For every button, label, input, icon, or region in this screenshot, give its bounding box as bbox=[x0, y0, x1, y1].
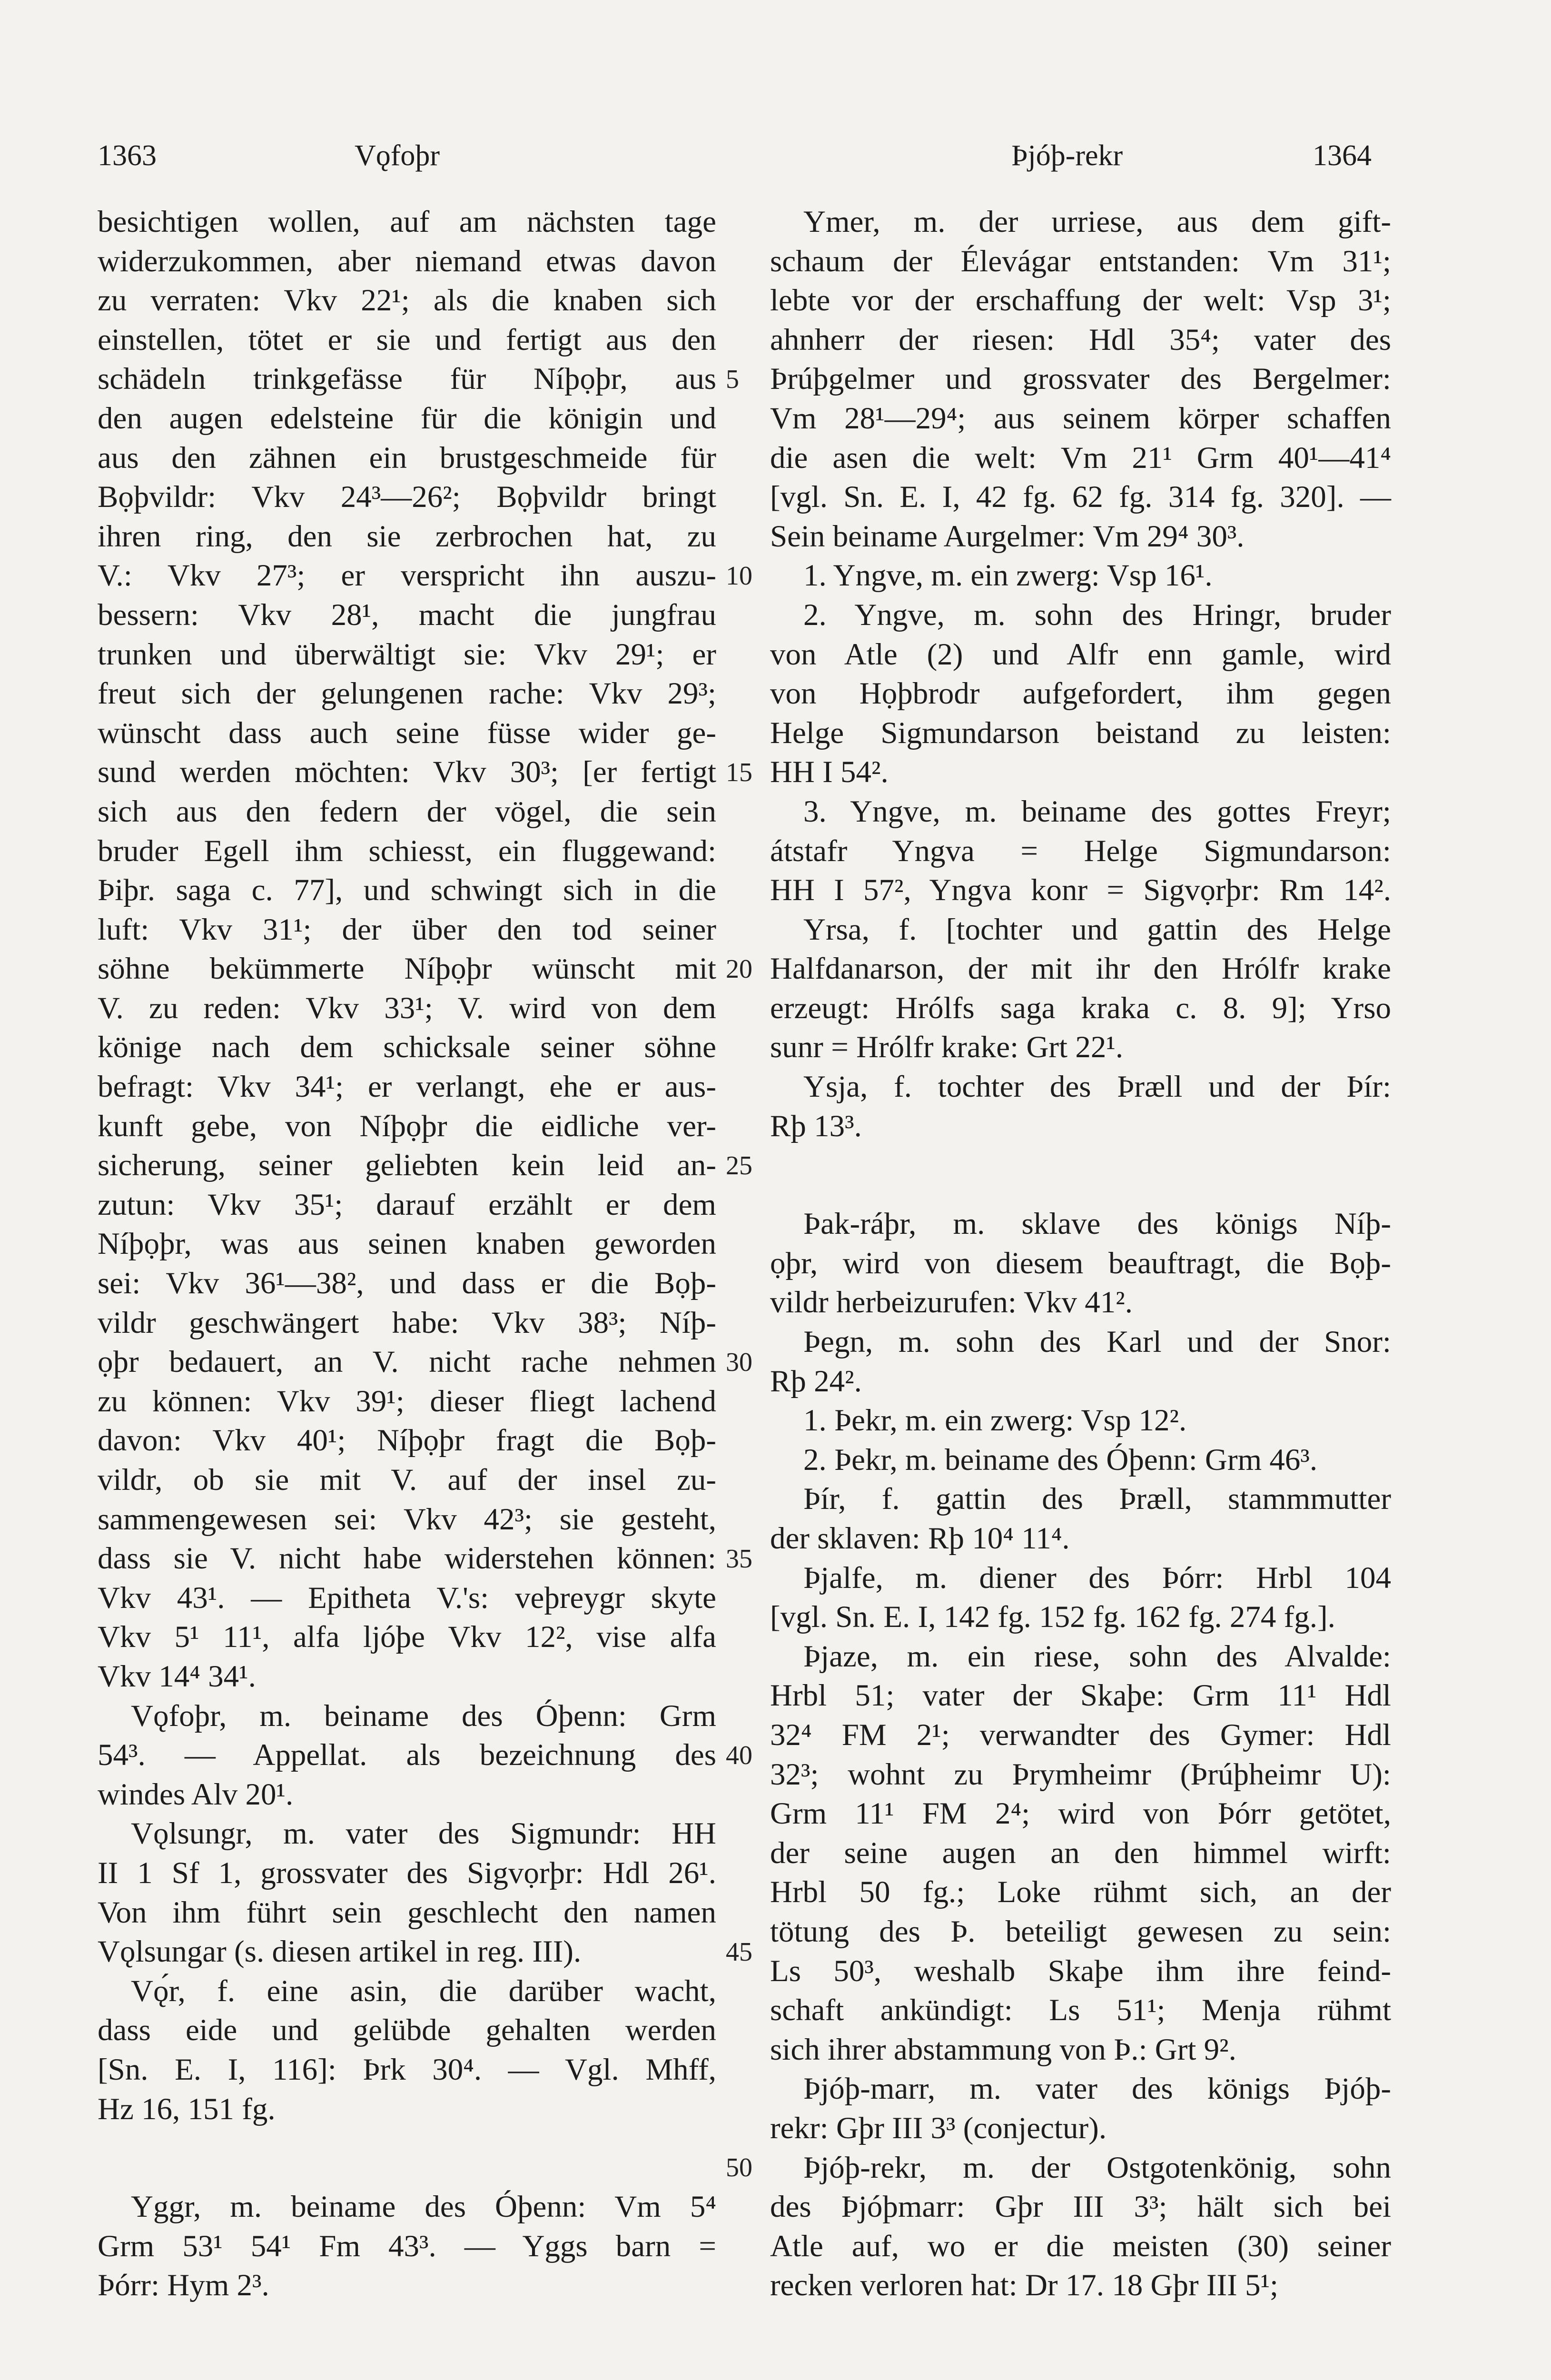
text-line: 2. Yngve, m. sohn des Hringr, bruder bbox=[803, 597, 1391, 632]
text-line: V. zu reden: Vkv 33¹; V. wird von dem bbox=[98, 991, 716, 1025]
text-line: II 1 Sf 1, grossvater des Sigvọrþr: Hdl 26¹. bbox=[98, 1855, 716, 1890]
text-line bbox=[98, 2129, 716, 2187]
text-line: sei: Vkv 36¹—38², und dass er die Bọþ- bbox=[98, 1266, 716, 1301]
text-line: átstafr Yngva = Helge Sigmundarson: bbox=[770, 833, 1391, 868]
text-line: Ysja, f. tochter des Þræll und der Þír: bbox=[803, 1070, 1391, 1104]
line-number: 15 bbox=[726, 758, 752, 788]
text-line: 32⁴ FM 2¹; verwandter des Gymer: Hdl bbox=[770, 1717, 1391, 1752]
text-line: 32³; wohnt zu Þrymheimr (Þrúþheimr U): bbox=[770, 1757, 1391, 1792]
text-line: dass eide und gelübde gehalten werden bbox=[98, 2013, 716, 2048]
text-line: Vǫ́r, f. eine asin, die darüber wacht, bbox=[131, 1973, 716, 2008]
text-line: ọþr, wird von diesem beauftragt, die Bọþ- bbox=[770, 1246, 1391, 1280]
text-line: freut sich der gelungenen rache: Vkv 29³; bbox=[98, 676, 716, 711]
text-line: Þjalfe, m. diener des Þórr: Hrbl 104 bbox=[803, 1560, 1391, 1595]
text-line: lebte vor der erschaffung der welt: Vsp 3¹; bbox=[770, 283, 1391, 318]
text-line: sund werden möchten: Vkv 30³; [er fertigt bbox=[98, 755, 716, 790]
line-number: 20 bbox=[726, 954, 752, 984]
text-line: bruder Egell ihm schiesst, ein fluggewand: bbox=[98, 833, 716, 868]
text-line: Ls 50³, weshalb Skaþe ihm ihre feind- bbox=[770, 1954, 1391, 1988]
text-line: Þak-ráþr, m. sklave des königs Níþ- bbox=[803, 1207, 1391, 1241]
text-line: Halfdanarson, der mit ihr den Hrólfr krake bbox=[770, 952, 1391, 986]
text-line: Þjaze, m. ein riese, sohn des Alvalde: bbox=[803, 1639, 1391, 1674]
text-line: Rþ 24². bbox=[770, 1364, 862, 1398]
line-number: 35 bbox=[726, 1544, 752, 1574]
text-line: Rþ 13³. bbox=[770, 1109, 862, 1143]
text-line: luft: Vkv 31¹; der über den tod seiner bbox=[98, 912, 716, 947]
line-number: 45 bbox=[726, 1937, 752, 1967]
text-line: [vgl. Sn. E. I, 142 fg. 152 fg. 162 fg. 274 fg.]. bbox=[770, 1600, 1335, 1635]
text-line: Yrsa, f. [tochter und gattin des Helge bbox=[803, 912, 1391, 947]
text-line: die asen die welt: Vm 21¹ Grm 40¹—41⁴ bbox=[770, 440, 1391, 475]
text-line: Yggr, m. beiname des Óþenn: Vm 5⁴ bbox=[131, 2190, 716, 2224]
text-line: dass sie V. nicht habe widerstehen können: bbox=[98, 1541, 716, 1576]
text-line: 3. Yngve, m. beiname des gottes Freyr; bbox=[803, 794, 1391, 829]
text-line: zutun: Vkv 35¹; darauf erzählt er dem bbox=[98, 1187, 716, 1222]
right-column bbox=[770, 202, 1391, 2305]
text-line: V.: Vkv 27³; er verspricht ihn auszu- bbox=[98, 558, 716, 593]
line-number: 50 bbox=[726, 2153, 752, 2183]
text-line: zu können: Vkv 39¹; dieser fliegt lachend bbox=[98, 1384, 716, 1418]
text-line: Þórr: Hym 2³. bbox=[98, 2268, 269, 2303]
text-line: aus den zähnen ein brustgeschmeide für bbox=[98, 440, 716, 475]
text-line: 1. Þekr, m. ein zwerg: Vsp 12². bbox=[803, 1403, 1187, 1438]
text-line: der sklaven: Rþ 10⁴ 11⁴. bbox=[770, 1521, 1070, 1556]
text-line: Þjóþ-marr, m. vater des königs Þjóþ- bbox=[803, 2072, 1391, 2106]
text-line: kunft gebe, von Níþọþr die eidliche ver- bbox=[98, 1109, 716, 1143]
text-line: Sein beiname Aurgelmer: Vm 29⁴ 30³. bbox=[770, 519, 1245, 554]
text-line: recken verloren hat: Dr 17. 18 Gþr III 5¹; bbox=[770, 2268, 1279, 2303]
text-line: Vǫlsungr, m. vater des Sigmundr: HH bbox=[131, 1816, 716, 1851]
text-line: Hrbl 51; vater der Skaþe: Grm 11¹ Hdl bbox=[770, 1678, 1391, 1713]
line-number: 40 bbox=[726, 1741, 752, 1771]
line-number: 5 bbox=[726, 365, 739, 395]
text-line: von Họþbrodr aufgefordert, ihm gegen bbox=[770, 676, 1391, 711]
text-line: zu verraten: Vkv 22¹; als die knaben sich bbox=[98, 283, 716, 318]
text-line: könige nach dem schicksale seiner söhne bbox=[98, 1030, 716, 1065]
text-line: bessern: Vkv 28¹, macht die jungfrau bbox=[98, 597, 716, 632]
text-line: trunken und überwältigt sie: Vkv 29¹; er bbox=[98, 637, 716, 672]
text-line: Þír, f. gattin des Þræll, stammmutter bbox=[803, 1482, 1391, 1517]
text-line: Vǫfoþr, m. beiname des Óþenn: Grm bbox=[131, 1698, 716, 1733]
page-number-left: 1363 bbox=[98, 139, 157, 172]
text-line: schaft ankündigt: Ls 51¹; Menja rühmt bbox=[770, 1993, 1391, 2028]
text-line: vildr herbeizurufen: Vkv 41². bbox=[770, 1285, 1133, 1320]
text-line: windes Alv 20¹. bbox=[98, 1777, 294, 1812]
text-line: Grm 11¹ FM 2⁴; wird von Þórr getötet, bbox=[770, 1796, 1391, 1831]
text-line: besichtigen wollen, auf am nächsten tage bbox=[98, 205, 716, 239]
text-line: HH I 54². bbox=[770, 755, 889, 790]
text-line: Hz 16, 151 fg. bbox=[98, 2092, 276, 2126]
running-head-left: Vǫfoþr bbox=[355, 139, 440, 172]
text-line: wünscht dass auch seine füsse wider ge- bbox=[98, 715, 716, 750]
page-header bbox=[0, 139, 1551, 182]
text-line: söhne bekümmerte Níþọþr wünscht mit bbox=[98, 952, 716, 986]
text-line: Helge Sigmundarson beistand zu leisten: bbox=[770, 715, 1391, 750]
text-line: Ymer, m. der urriese, aus dem gift- bbox=[803, 205, 1391, 239]
running-head-right: Þjóþ-rekr bbox=[1011, 139, 1123, 172]
text-line: einstellen, tötet er sie und fertigt aus den bbox=[98, 322, 716, 357]
text-line: des Þjóþmarr: Gþr III 3³; hält sich bei bbox=[770, 2190, 1391, 2224]
text-line: Vǫlsungar (s. diesen artikel in reg. III). bbox=[98, 1934, 582, 1969]
left-column bbox=[98, 202, 716, 2305]
text-line: sunr = Hrólfr krake: Grt 22¹. bbox=[770, 1030, 1124, 1065]
text-line: ahnherr der riesen: Hdl 35⁴; vater des bbox=[770, 322, 1391, 357]
text-line: erzeugt: Hrólfs saga kraka c. 8. 9]; Yrso bbox=[770, 991, 1391, 1025]
text-line: von Atle (2) und Alfr enn gamle, wird bbox=[770, 637, 1391, 672]
text-line: [Sn. E. I, 116]: Þrk 30⁴. — Vgl. Mhff, bbox=[98, 2052, 716, 2087]
text-line: Þrúþgelmer und grossvater des Bergelmer: bbox=[770, 362, 1391, 397]
text-line: Vkv 43¹. — Epitheta V.'s: veþreygr skyte bbox=[98, 1580, 716, 1615]
text-line: sicherung, seiner geliebten kein leid an- bbox=[98, 1148, 716, 1183]
text-line: Þjóþ-rekr, m. der Ostgotenkönig, sohn bbox=[803, 2150, 1391, 2185]
text-line: schädeln trinkgefässe für Níþọþr, aus bbox=[98, 362, 716, 397]
text-line: vildr geschwängert habe: Vkv 38³; Níþ- bbox=[98, 1305, 716, 1340]
line-number: 10 bbox=[726, 561, 752, 591]
text-line bbox=[770, 1146, 1391, 1204]
text-line: vildr, ob sie mit V. auf der insel zu- bbox=[98, 1463, 716, 1497]
text-line: schaum der Élevágar entstanden: Vm 31¹; bbox=[770, 244, 1391, 278]
text-line: Þiþr. saga c. 77], und schwingt sich in die bbox=[98, 873, 716, 908]
text-line: sich aus den federn der vögel, die sein bbox=[98, 794, 716, 829]
text-line: ihren ring, den sie zerbrochen hat, zu bbox=[98, 519, 716, 554]
text-line: befragt: Vkv 34¹; er verlangt, ehe er aus- bbox=[98, 1070, 716, 1104]
text-line: 1. Yngve, m. ein zwerg: Vsp 16¹. bbox=[803, 558, 1213, 593]
text-line: Hrbl 50 fg.; Loke rühmt sich, an der bbox=[770, 1875, 1391, 1910]
text-line: sich ihrer abstammung von Þ.: Grt 9². bbox=[770, 2032, 1236, 2067]
text-line: davon: Vkv 40¹; Níþọþr fragt die Bọþ- bbox=[98, 1423, 716, 1458]
text-line: tötung des Þ. beteiligt gewesen zu sein: bbox=[770, 1914, 1391, 1949]
text-line: Von ihm führt sein geschlecht den namen bbox=[98, 1895, 716, 1930]
text-line: Vkv 14⁴ 34¹. bbox=[98, 1659, 256, 1694]
text-line: [vgl. Sn. E. I, 42 fg. 62 fg. 314 fg. 320]. — bbox=[770, 480, 1391, 515]
text-line: Þegn, m. sohn des Karl und der Snor: bbox=[803, 1325, 1391, 1359]
text-line: Grm 53¹ 54¹ Fm 43³. — Yggs barn = bbox=[98, 2229, 716, 2263]
text-line: sammengewesen sei: Vkv 42³; sie gesteht, bbox=[98, 1502, 716, 1537]
text-line: Atle auf, wo er die meisten (30) seiner bbox=[770, 2229, 1391, 2263]
text-line: HH I 57², Yngva konr = Sigvọrþr: Rm 14². bbox=[770, 873, 1391, 908]
text-line: den augen edelsteine für die königin und bbox=[98, 401, 716, 436]
line-number: 30 bbox=[726, 1348, 752, 1378]
text-line: Bọþvildr: Vkv 24³—26²; Bọþvildr bringt bbox=[98, 480, 716, 515]
text-line: 2. Þekr, m. beiname des Óþenn: Grm 46³. bbox=[803, 1442, 1318, 1477]
text-line: rekr: Gþr III 3³ (conjectur). bbox=[770, 2111, 1107, 2145]
text-line: der seine augen an den himmel wirft: bbox=[770, 1835, 1391, 1870]
page-number-right: 1364 bbox=[1313, 139, 1372, 172]
text-line: ọþr bedauert, an V. nicht rache nehmen bbox=[98, 1345, 716, 1379]
text-line: Vm 28¹—29⁴; aus seinem körper schaffen bbox=[770, 401, 1391, 436]
line-number: 25 bbox=[726, 1151, 752, 1181]
text-line: widerzukommen, aber niemand etwas davon bbox=[98, 244, 716, 278]
text-line: Vkv 5¹ 11¹, alfa ljóþe Vkv 12², vise alfa bbox=[98, 1620, 716, 1655]
text-line: Níþọþr, was aus seinen knaben geworden bbox=[98, 1227, 716, 1261]
text-line: 54³. — Appellat. als bezeichnung des bbox=[98, 1738, 716, 1773]
